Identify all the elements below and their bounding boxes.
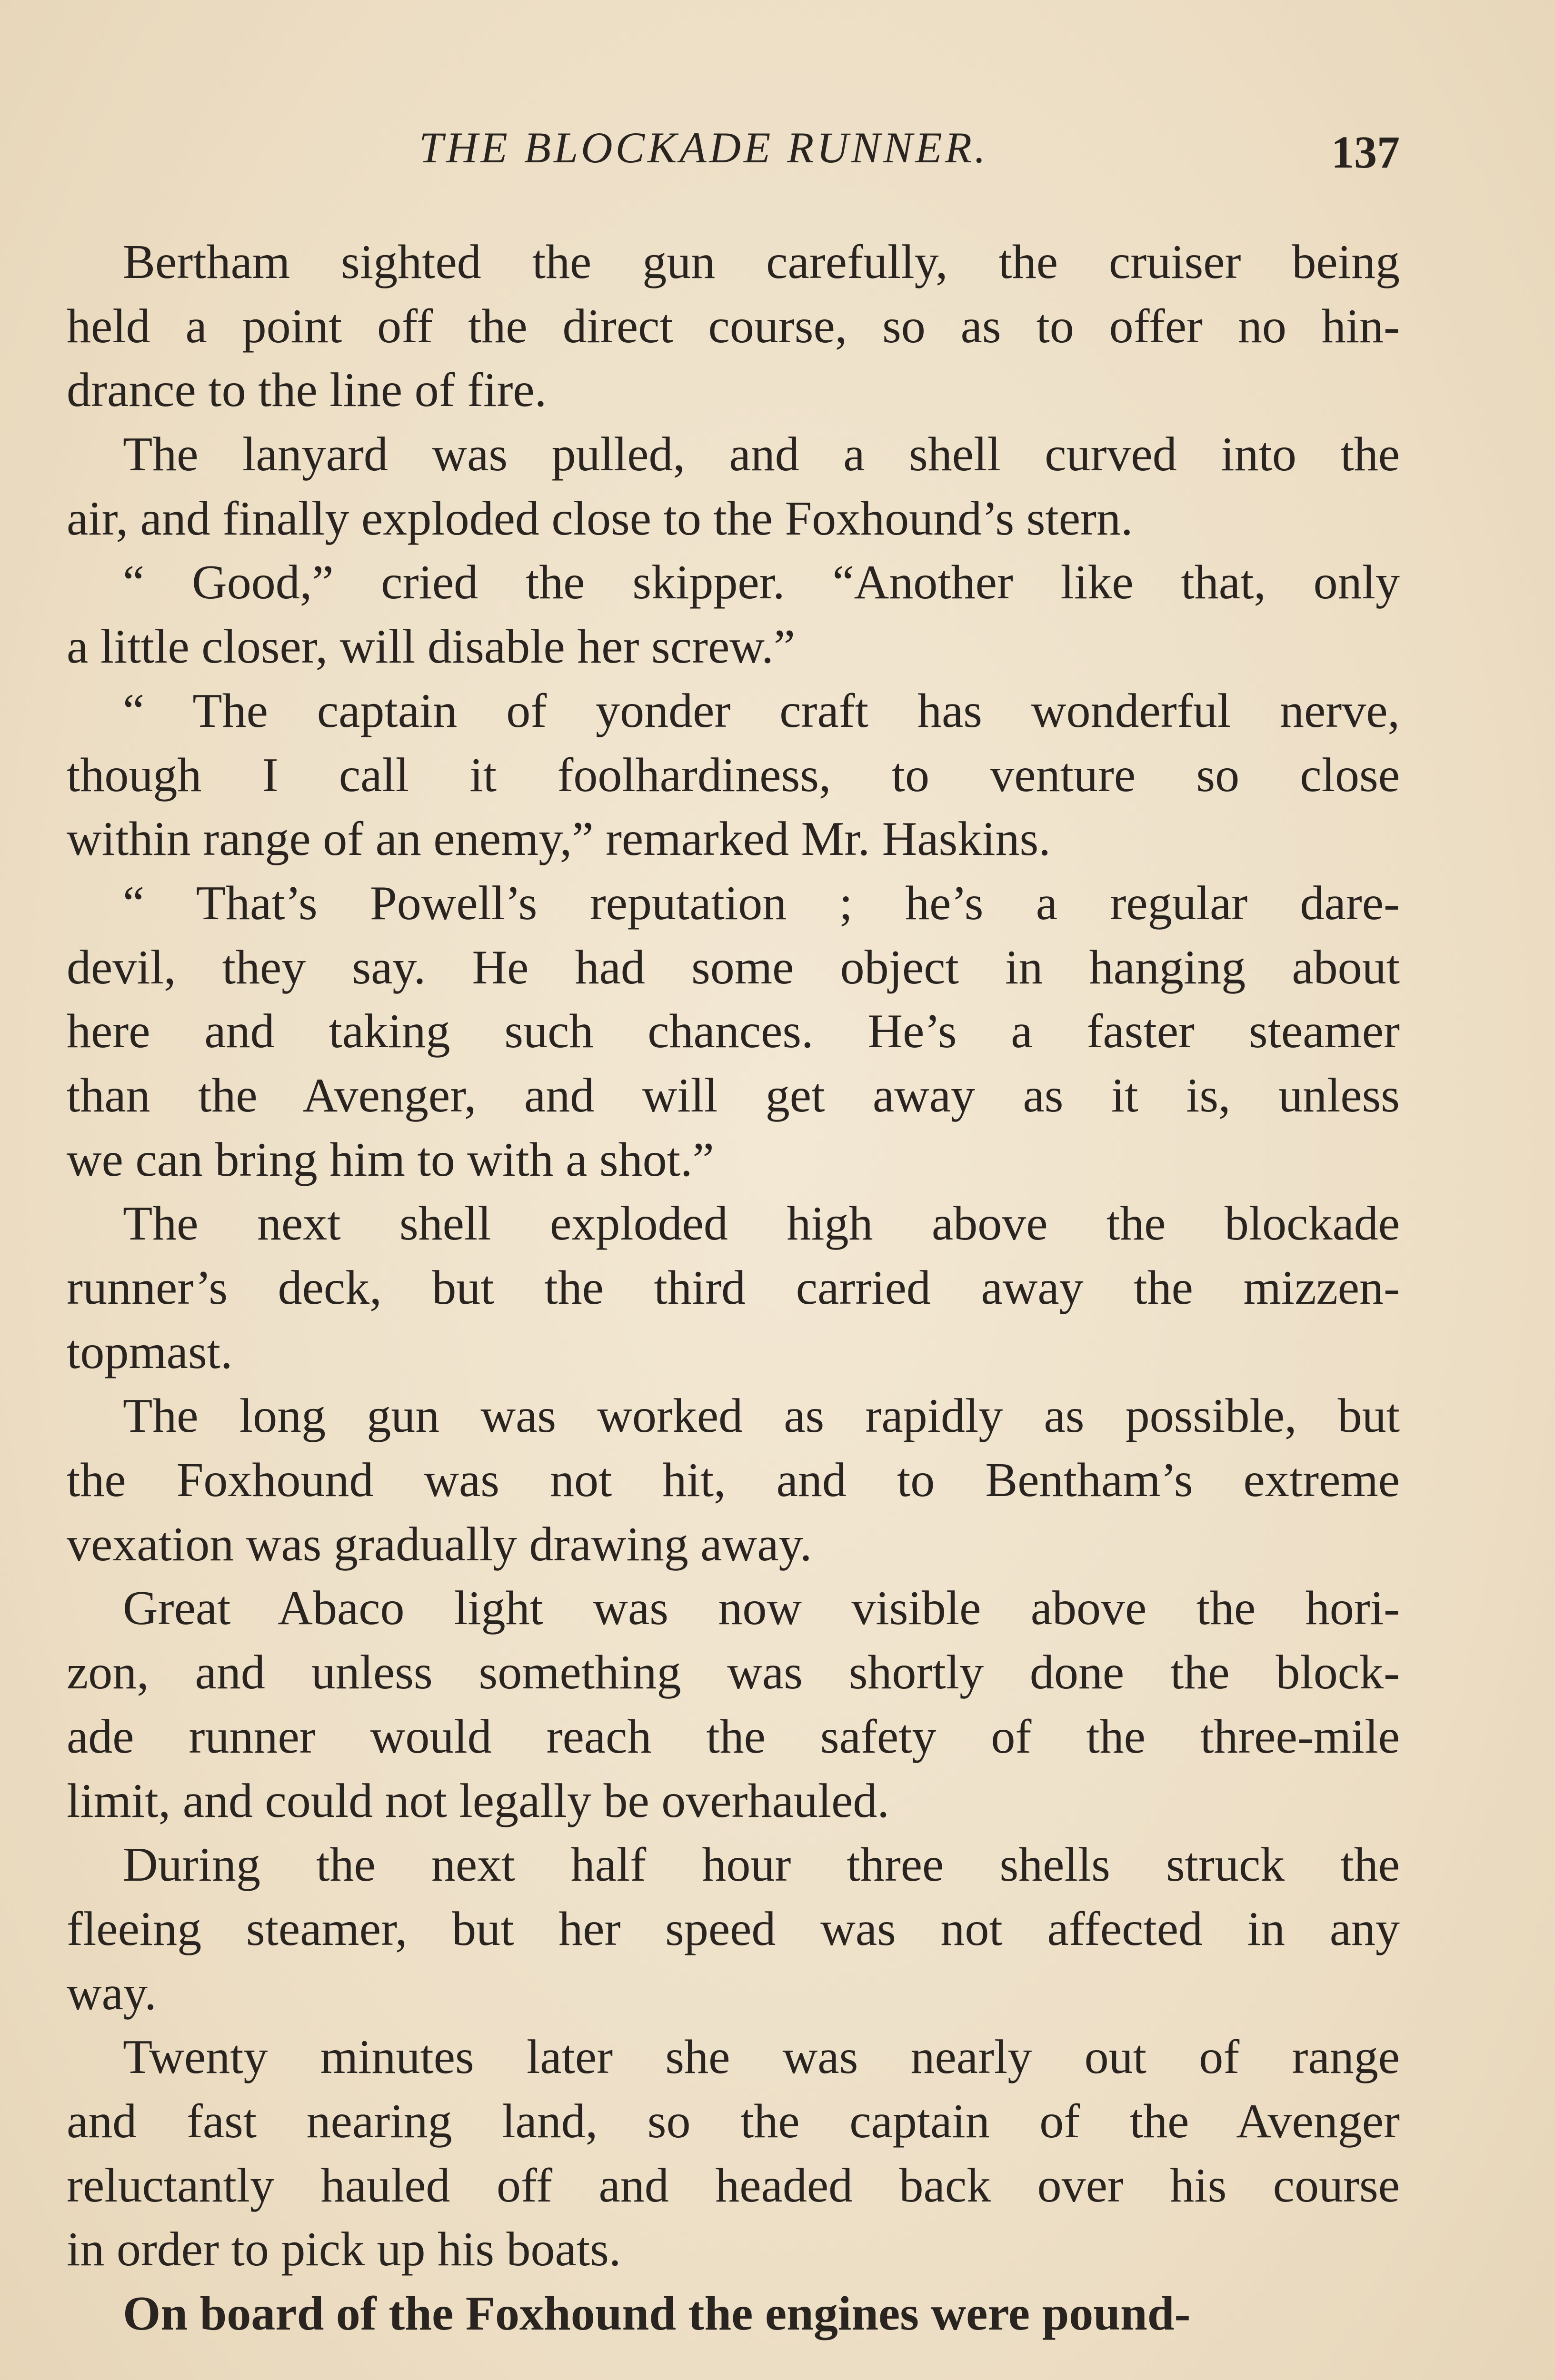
text-line: During the next half hour three shells struck the <box>123 1838 1400 1892</box>
page-header <box>67 119 1400 176</box>
text-line: Twenty minutes later she was nearly out of range <box>123 2030 1400 2084</box>
text-line: though I call it foolhardiness, to venture so close <box>67 748 1400 802</box>
text-line: limit, and could not legally be overhauled. <box>67 1774 889 1828</box>
text-line: The lanyard was pulled, and a shell curved into the <box>123 427 1400 482</box>
text-line: runner’s deck, but the third carried away the mizzen- <box>67 1261 1400 1315</box>
text-line: The next shell exploded high above the blockade <box>123 1197 1400 1251</box>
text-line: vexation was gradually drawing away. <box>67 1517 812 1571</box>
text-line: topmast. <box>67 1325 233 1379</box>
text-line: Great Abaco light was now visible above the hori- <box>123 1581 1400 1636</box>
running-title: THE BLOCKADE RUNNER. <box>419 123 988 172</box>
text-line: Bertham sighted the gun carefully, the cruiser being <box>123 235 1400 289</box>
text-line: “ That’s Powell’s reputation ; he’s a regular dare- <box>123 876 1400 930</box>
text-line: way. <box>67 1966 157 2020</box>
text-line: devil, they say. He had some object in hanging about <box>67 940 1400 994</box>
text-line: reluctantly hauled off and headed back over his course <box>67 2158 1400 2212</box>
text-line: within range of an enemy,” remarked Mr. Haskins. <box>67 812 1051 866</box>
text-line: a little closer, will disable her screw.” <box>67 620 796 674</box>
text-line: “ The captain of yonder craft has wonderful nerve, <box>123 684 1400 738</box>
text-line: and fast nearing land, so the captain of the Avenger <box>67 2094 1400 2148</box>
text-line: the Foxhound was not hit, and to Bentham’s extreme <box>67 1453 1400 1507</box>
text-line: than the Avenger, and will get away as it is, unless <box>67 1068 1400 1122</box>
text-line: we can bring him to with a shot.” <box>67 1132 714 1187</box>
text-line: “ Good,” cried the skipper. “Another like that, only <box>123 555 1400 610</box>
text-line: On board of the Foxhound the engines were pound- <box>123 2287 1191 2340</box>
text-line: ade runner would reach the safety of the three-mile <box>67 1709 1400 1764</box>
text-line: in order to pick up his boats. <box>67 2222 621 2277</box>
text-line: drance to the line of fire. <box>67 363 547 417</box>
text-line: fleeing steamer, but her speed was not affected in any <box>67 1902 1400 1956</box>
text-line: held a point off the direct course, so as to offer no hin- <box>67 299 1400 353</box>
body-text <box>67 230 1400 2346</box>
text-line: zon, and unless something was shortly done the block- <box>67 1646 1400 1700</box>
text-line: here and taking such chances. He’s a faster steamer <box>67 1004 1400 1059</box>
page-number: 137 <box>1331 127 1400 178</box>
text-line: The long gun was worked as rapidly as possible, but <box>123 1389 1400 1443</box>
text-line: air, and finally exploded close to the Foxhound’s stern. <box>67 491 1133 545</box>
